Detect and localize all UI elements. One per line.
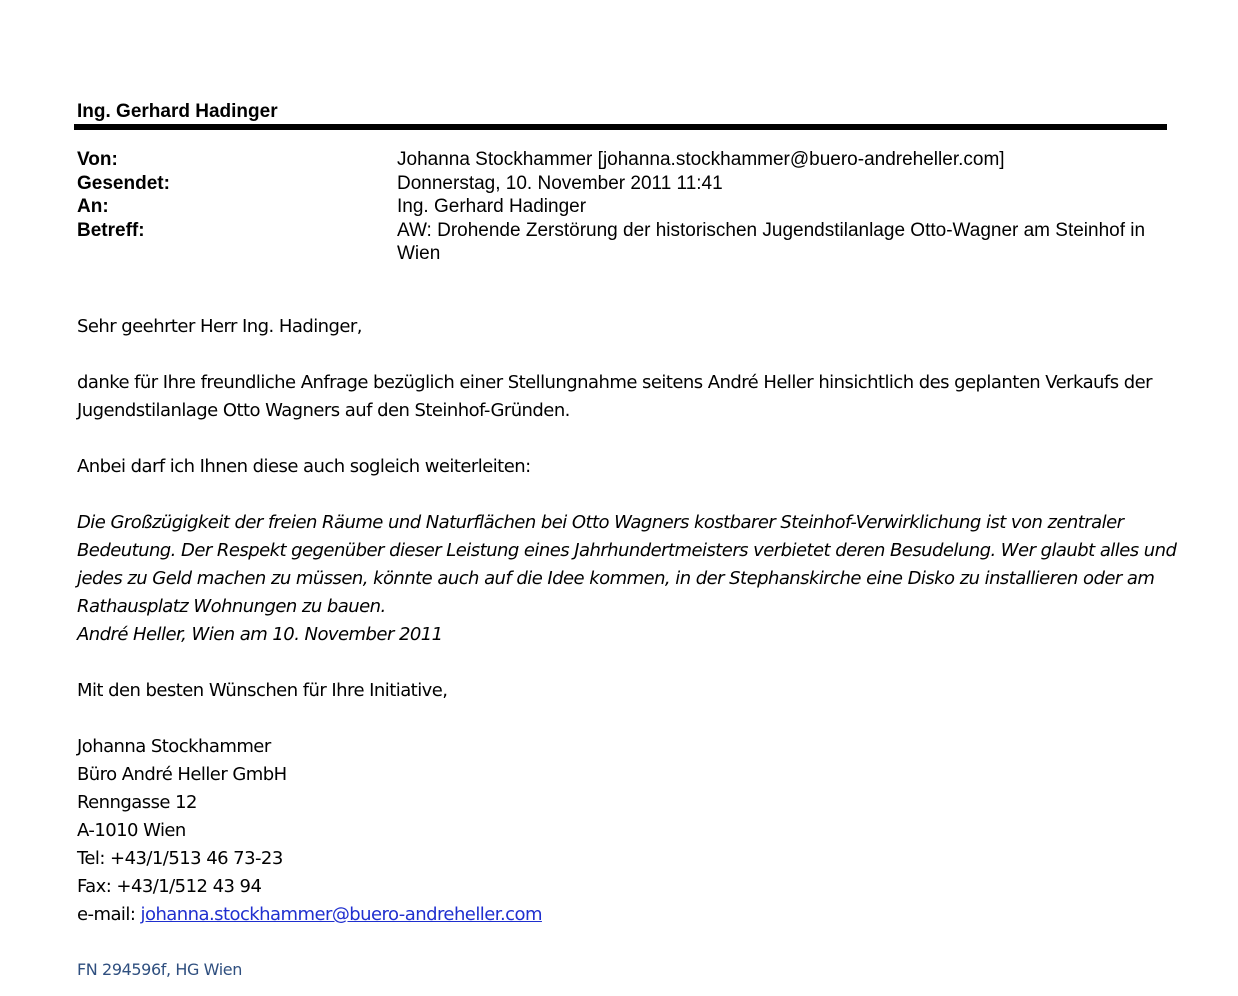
signature-block (77, 733, 1177, 929)
quoted-statement (77, 509, 1177, 649)
email-header (77, 148, 1167, 266)
from-label: Von: (77, 149, 118, 170)
sent-row (77, 172, 1167, 196)
signature-fax: Fax: +43/1/512 43 94 (77, 876, 262, 897)
subject-label: Betreff: (77, 219, 145, 241)
subject-row (77, 219, 1167, 266)
to-value: Ing. Gerhard Hadinger (397, 196, 587, 217)
signature-email-line (77, 901, 1177, 929)
signature-street: Renngasse 12 (77, 792, 197, 813)
to-row (77, 195, 1167, 219)
quote-text: Die Großzügigkeit der freien Räume und Naturflächen bei Otto Wagners kostbarer Steinhof-Verwirklichung ist von zentraler Bedeutung. Der Respekt gegenüber dieser Leistung eines Jahrhundertmeisters verbietet deren Besudelung. Wer glaubt alles und jedes zu Geld machen zu müssen, könnte auch auf die Idee kommen, in der Stephanskirche eine Disko zu installieren oder am Rathausplatz Wohnungen zu bauen. (77, 512, 1177, 617)
from-value: Johanna Stockhammer [johanna.stockhammer@buero-andreheller.com] (397, 149, 1005, 170)
sent-value: Donnerstag, 10. November 2011 11:41 (397, 172, 723, 194)
quote-attribution: André Heller, Wien am 10. November 2011 (77, 624, 443, 645)
from-row (77, 148, 1167, 172)
sent-label: Gesendet: (77, 172, 170, 194)
subject-value: AW: Drohende Zerstörung der historischen Jugendstilanlage Otto-Wagner am Steinhof in Wien (397, 219, 1146, 264)
signature-name: Johanna Stockhammer (77, 736, 271, 757)
signature-city: A-1010 Wien (77, 820, 186, 841)
signature-email-label: e-mail: (77, 904, 141, 925)
email-body (77, 313, 1177, 929)
mailbox-owner-name: Ing. Gerhard Hadinger (77, 101, 278, 122)
body-paragraph-request: danke für Ihre freundliche Anfrage bezüglich einer Stellungnahme seitens André Heller hinsichtlich des geplanten Verkaufs der Jugendstilanlage Otto Wagners auf den Steinhof-Gründen. (77, 372, 1152, 421)
body-paragraph-forward: Anbei darf ich Ihnen diese auch sogleich weiterleiten: (77, 456, 531, 477)
signature-tel: Tel: +43/1/513 46 73-23 (77, 848, 283, 869)
signature-company: Büro André Heller GmbH (77, 764, 287, 785)
signature-email-link[interactable]: johanna.stockhammer@buero-andreheller.com (140, 904, 542, 925)
company-register-footer: FN 294596f, HG Wien (77, 960, 242, 979)
closing-line: Mit den besten Wünschen für Ihre Initiative, (77, 680, 448, 701)
to-label: An: (77, 196, 109, 217)
header-divider (74, 124, 1167, 130)
greeting: Sehr geehrter Herr Ing. Hadinger, (77, 316, 362, 337)
